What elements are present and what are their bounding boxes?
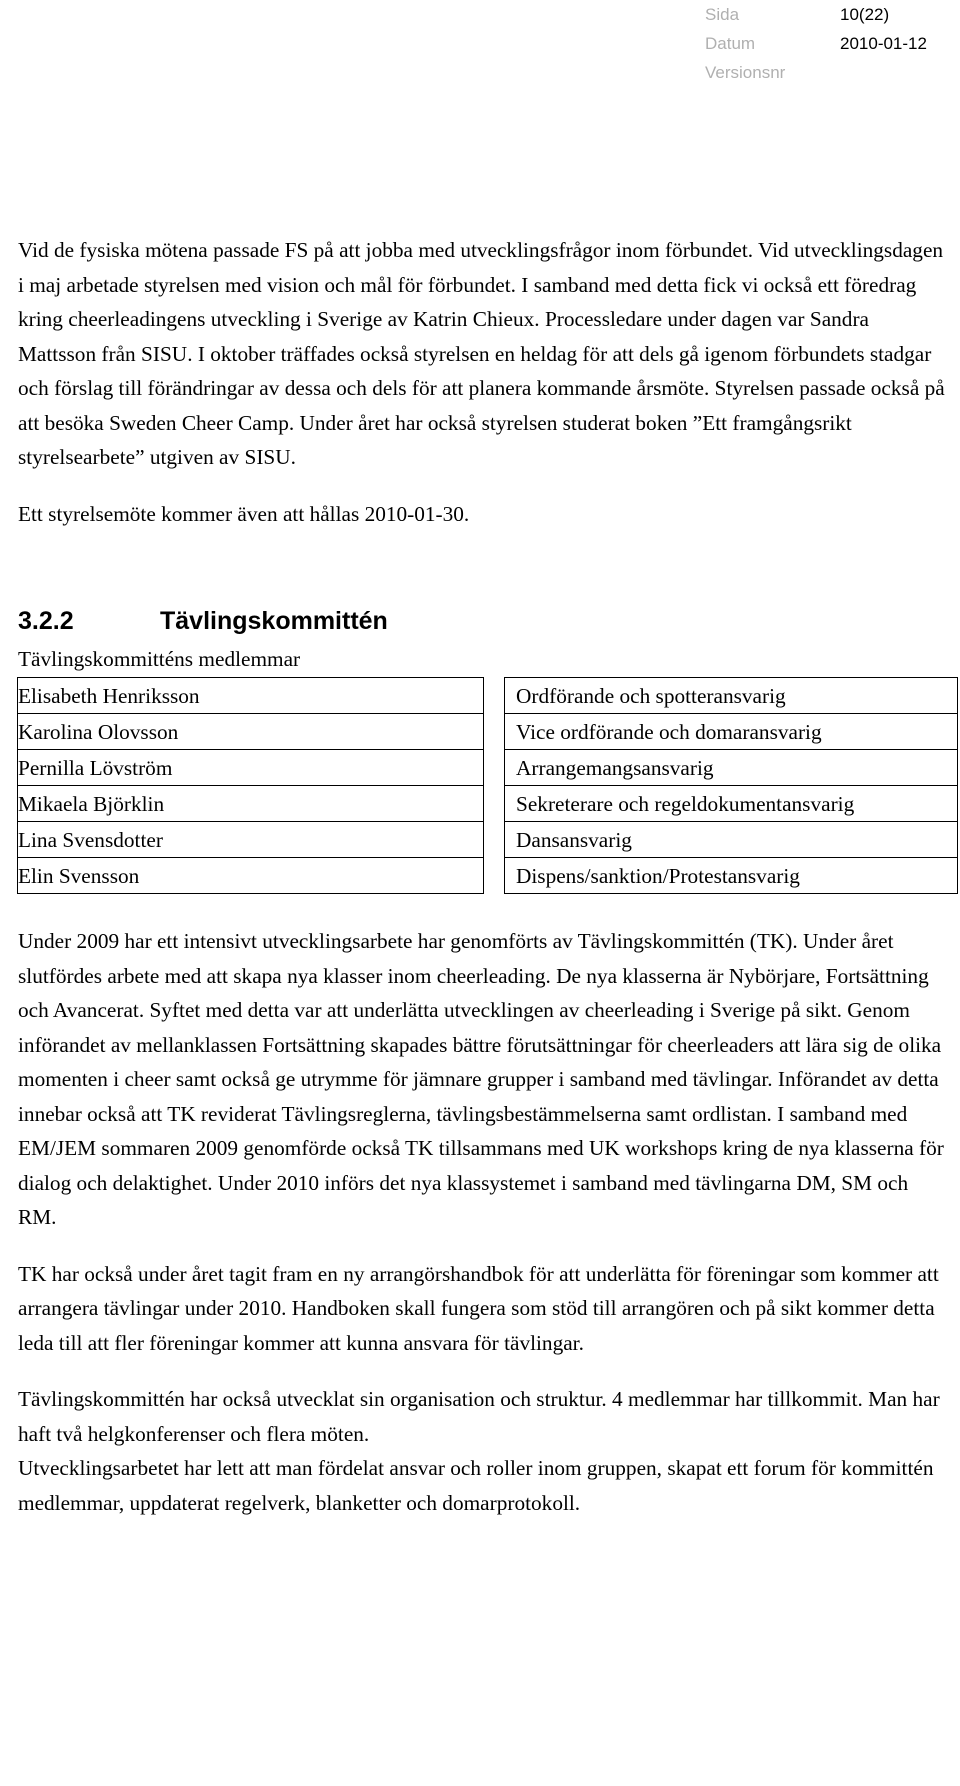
date-value: 2010-01-12 [840,33,927,53]
work-results-paragraph: Utvecklingsarbetet har lett att man fördelat ansvar och roller inom gruppen, skapat ett forum för kommittén medlemmar, uppdaterat regelverk, blanketter och domarprotokoll. [18,1456,934,1515]
member-name: Pernilla Lövström [18,750,484,786]
date-row [705,29,955,58]
table-row [18,678,958,714]
development-paragraph: Under 2009 har ett intensivt utvecklingsarbete har genomförts av Tävlingskommittén (TK). Under året slutfördes arbete med att skapa nya klasser inom cheerleading. De nya klasserna är Nybörjare, Fortsättning och Avancerat. Syftet med detta var att underlätta utvecklingen av cheerleading i Sverige på sikt. Genom införandet av mellanklassen Fortsättning skapades bättre förutsättningar för cheerleaders att lära sig de olika momenten i cheer samt också ge utrymme för jämnare grupper i samband med tävlingar. Införandet av detta innebar också att TK reviderat Tävlingsreglerna, tävlingsbestämmelserna samt ordlistan. I samband med EM/JEM sommaren 2009 genomförde också TK tillsammans med UK workshops kring de nya klasserna för dialog och delaktighet. Under 2010 införs det nya klassystemet i samband med tävlingarna DM, SM och RM. [18,929,944,1229]
table-caption: Tävlingskommitténs medlemmar [18,647,301,671]
member-role: Vice ordförande och domaransvarig [505,714,958,750]
member-role: Sekreterare och regeldokumentansvarig [505,786,958,822]
section-heading [18,603,948,639]
member-role: Dispens/sanktion/Protestansvarig [505,858,958,894]
intro-paragraph: Vid de fysiska mötena passade FS på att jobba med utvecklingsfrågor inom förbundet. Vid utvecklingsdagen i maj arbetade styrelsen med vision och mål för förbundet. I samband med detta fick vi också ett föredrag kring cheerleadingens utveckling i Sverige av Katrin Chieux. Processledare under dagen var Sandra Mattsson från SISU. I oktober träffades också styrelsen en heldag för att dels gå igenom förbundets stadgar och förslag till förändringar av dessa och dels för att planera kommande årsmöte. Styrelsen passade också på att besöka Sweden Cheer Camp. Under året har också styrelsen studerat boken ”Ett framgångsrikt styrelsearbete” utgiven av SISU. [18,238,945,469]
document-body [18,233,948,1520]
section-number: 3.2.2 [18,607,74,635]
member-role: Arrangemangsansvarig [505,750,958,786]
table-row [18,786,958,822]
handbook-paragraph: TK har också under året tagit fram en ny arrangörshandbok för att underlätta för föreningar som kommer att arrangera tävlingar under 2010. Handboken skall fungera som stöd till arrangören och på sikt kommer detta leda till att fler föreningar kommer att kunna ansvara för tävlingar. [18,1261,939,1355]
organisation-paragraph: Tävlingskommittén har också utvecklat sin organisation och struktur. 4 medlemmar har tillkommit. Man har haft två helgkonferenser och flera möten. [18,1387,940,1446]
member-name: Mikaela Björklin [18,786,484,822]
table-row [18,714,958,750]
member-role: Dansansvarig [505,822,958,858]
version-label: Versionsnr [705,62,786,82]
member-name: Karolina Olovsson [18,714,484,750]
page-number-row [705,0,955,29]
member-name: Lina Svensdotter [18,822,484,858]
version-row [705,58,955,87]
table-row [18,858,958,894]
member-role: Ordförande och spotteransvarig [505,678,958,714]
meeting-note-paragraph: Ett styrelsemöte kommer även att hållas 2010-01-30. [18,501,470,526]
page-label: Sida [705,4,740,24]
member-name: Elin Svensson [18,858,484,894]
member-name: Elisabeth Henriksson [18,678,484,714]
table-row [18,750,958,786]
members-table [17,677,958,894]
page-value: 10(22) [840,4,890,24]
date-label: Datum [705,33,756,53]
document-header [705,0,955,87]
table-row [18,822,958,858]
section-title: Tävlingskommittén [160,607,388,635]
